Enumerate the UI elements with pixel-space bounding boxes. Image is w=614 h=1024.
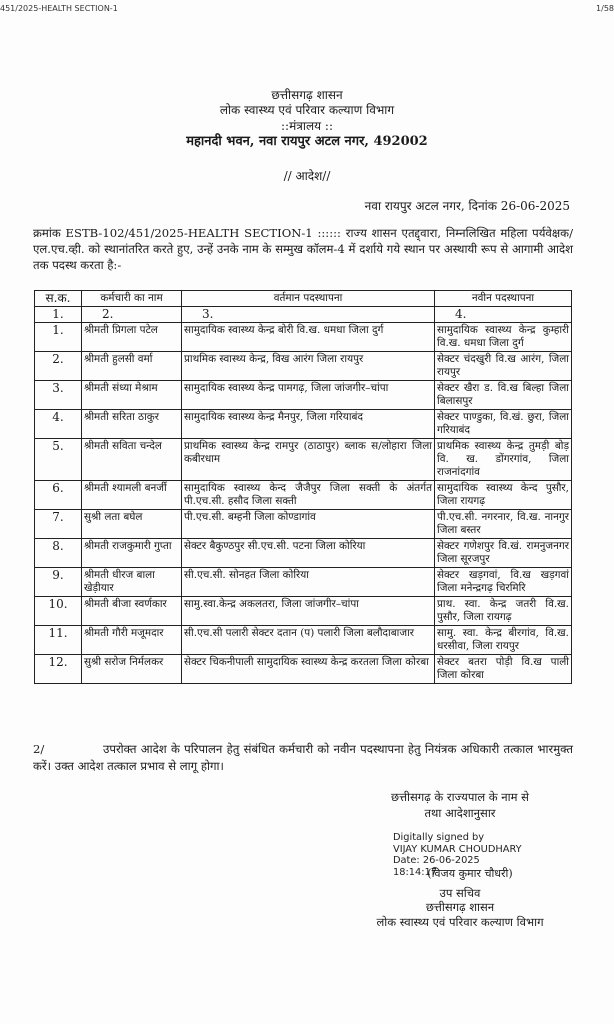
file-label: 451/2025-HEALTH SECTION-1 bbox=[0, 4, 118, 13]
signatory-department: लोक स्वास्थ्य एवं परिवार कल्याण विभाग bbox=[376, 915, 544, 929]
row-serial: 12. bbox=[35, 655, 82, 684]
order-title: // आदेश// bbox=[283, 169, 331, 183]
digital-signature-date: Date: 26-06-2025 bbox=[393, 855, 480, 866]
row-employee-name: श्रीमती धीरज बाला खेड़ीयार bbox=[82, 568, 182, 597]
header-new-posting: नवीन पदस्थापना bbox=[435, 291, 572, 307]
table-column-number-row bbox=[35, 307, 572, 323]
header-ministry: ::मंत्रालय :: bbox=[281, 119, 333, 133]
column-number: 3. bbox=[182, 307, 435, 323]
row-employee-name: श्रीमती सविता चन्देल bbox=[82, 439, 182, 481]
row-employee-name: श्रीमती संध्या मेश्राम bbox=[82, 381, 182, 410]
row-employee-name: श्रीमती राजकुमारी गुप्ता bbox=[82, 539, 182, 568]
signatory-name: (विजय कुमार चौधरी) bbox=[427, 867, 513, 880]
row-serial: 5. bbox=[35, 439, 82, 481]
header-employee-name: कर्मचारी का नाम bbox=[82, 291, 182, 307]
table-row bbox=[35, 352, 572, 381]
row-current-posting: सामुदायिक स्वास्थ्य केन्द्र मैनपुर, जिला गरियाबंद bbox=[182, 410, 435, 439]
digital-signature-label: Digitally signed by bbox=[393, 832, 485, 843]
table-row bbox=[35, 626, 572, 655]
digital-signature-time: 18:14:17 bbox=[393, 866, 437, 878]
signatory-org: छत्तीसगढ़ शासन bbox=[425, 900, 495, 914]
table-row bbox=[35, 655, 572, 684]
row-serial: 3. bbox=[35, 381, 82, 410]
signature-authority-line1: छत्तीसगढ़ के राज्यपाल के नाम से bbox=[391, 790, 529, 804]
column-number: 2. bbox=[82, 307, 182, 323]
paragraph-number: 2/ bbox=[33, 742, 45, 756]
table-row bbox=[35, 539, 572, 568]
row-new-posting: सामु. स्वा. केन्द्र बीरगांव, वि.ख. धरसीवा, जिला रायपुर bbox=[435, 626, 572, 655]
row-employee-name: श्रीमती श्यामली बनर्जी bbox=[82, 481, 182, 510]
row-current-posting: सामु.स्वा.केन्द्र अकलतरा, जिला जांजगीर–चांपा bbox=[182, 597, 435, 626]
row-new-posting: सामुदायिक स्वास्थ्य केन्द पुसौर, जिला रायगढ़ bbox=[435, 481, 572, 510]
row-serial: 8. bbox=[35, 539, 82, 568]
header-address: महानदी भवन, नवा रायपुर अटल नगर, 492002 bbox=[186, 134, 428, 149]
row-serial: 4. bbox=[35, 410, 82, 439]
viewer-top-bar bbox=[0, 0, 614, 18]
intro-paragraph: क्रमांक ESTB-102/451/2025-HEALTH SECTION-1 :::::: राज्य शासन एतद्द्वारा, निम्नलिखित महिला पर्यवेक्षक/एल.एच.व्ही. को स्थानांतरित करते हुए, उन्हें उनके नाम के सम्मुख कॉलम-4 में दर्शाये गये स्थान पर अस्थायी रूप से आगामी आदेश तक पदस्थ करता है:- bbox=[33, 226, 573, 272]
header-serial: स.क. bbox=[35, 291, 82, 307]
table-row bbox=[35, 597, 572, 626]
signatory-designation: उप सचिव bbox=[439, 886, 481, 900]
table-row bbox=[35, 323, 572, 352]
row-employee-name: श्रीमती सरिता ठाकुर bbox=[82, 410, 182, 439]
row-current-posting: प्राथमिक स्वास्थ्य केन्द्र, विख आरंग जिला रायपुर bbox=[182, 352, 435, 381]
row-new-posting: सेक्टर गणेशपुर वि.खं. रामनुजनगर जिला सूरजपुर bbox=[435, 539, 572, 568]
row-new-posting: सेक्टर चंदखुरी वि.ख आरंग, जिला रायपुर bbox=[435, 352, 572, 381]
table-header-row bbox=[35, 291, 572, 307]
row-employee-name: श्रीमती गौरी मजूमदार bbox=[82, 626, 182, 655]
row-new-posting: सेक्टर पाण्डुका, वि.खं. छुरा, जिला गरियाबंद bbox=[435, 410, 572, 439]
table-row bbox=[35, 410, 572, 439]
row-current-posting: सामुदायिक स्वास्थ्य केन्द्र पामगढ़, जिला जांजगीर–चांपा bbox=[182, 381, 435, 410]
table-row bbox=[35, 510, 572, 539]
column-number: 4. bbox=[435, 307, 572, 323]
row-current-posting: सी.एच.सी. सोनहत जिला कोरिया bbox=[182, 568, 435, 597]
row-serial: 2. bbox=[35, 352, 82, 381]
row-new-posting: पी.एच.सी. नगरनार, वि.ख. नानगुर जिला बस्तर bbox=[435, 510, 572, 539]
row-employee-name: सुश्री सरोज निर्मलकर bbox=[82, 655, 182, 684]
dateline: नवा रायपुर अटल नगर, दिनांक 26-06-2025 bbox=[364, 199, 570, 213]
row-serial: 10. bbox=[35, 597, 82, 626]
table-body bbox=[35, 323, 572, 684]
row-serial: 9. bbox=[35, 568, 82, 597]
row-serial: 7. bbox=[35, 510, 82, 539]
row-new-posting: सेक्टर खैरा ड. वि.ख बिल्हा जिला बिलासपुर bbox=[435, 381, 572, 410]
row-employee-name: श्रीमती बीजा स्वर्णकार bbox=[82, 597, 182, 626]
row-serial: 11. bbox=[35, 626, 82, 655]
row-current-posting: सी.एच.सी पलारी सेक्टर दतान (प) पलारी जिला बलौदाबाजार bbox=[182, 626, 435, 655]
row-new-posting: प्राथमिक स्वास्थ्य केन्द्र तुमड़ी बोड़ वि. ख. डोंगरगांव, जिला राजनांदगांव bbox=[435, 439, 572, 481]
header-government: छत्तीसगढ़ शासन bbox=[271, 88, 343, 102]
column-number: 1. bbox=[35, 307, 82, 323]
row-current-posting: सामुदायिक स्वास्थ्य केन्द जैजैपुर जिला सक्ती के अंतर्गत पी.एच.सी. हसौद जिला सक्ती bbox=[182, 481, 435, 510]
row-new-posting: सामुदायिक स्वास्थ्य केन्द्र कुम्हारी वि.ख. धमधा जिला दुर्ग bbox=[435, 323, 572, 352]
signature-authority-line2: तथा आदेशानुसार bbox=[424, 806, 496, 820]
row-new-posting: प्राथ. स्वा. केन्द्र जतरी वि.ख. पुसौर, जिला रायगढ़ bbox=[435, 597, 572, 626]
header-current-posting: वर्तमान पदस्थापना bbox=[182, 291, 435, 307]
row-current-posting: प्राथमिक स्वास्थ्य केन्द्र रामपुर (ठाठापुर) ब्लाक स/लोहारा जिला कबीरधाम bbox=[182, 439, 435, 481]
row-new-posting: सेक्टर खड़गवां, वि.ख खड़गवां जिला मनेन्द्रगढ़ चिरमिरि bbox=[435, 568, 572, 597]
table-row bbox=[35, 439, 572, 481]
row-serial: 1. bbox=[35, 323, 82, 352]
row-current-posting: पी.एच.सी. बम्हनी जिला कोण्डागांव bbox=[182, 510, 435, 539]
table-row bbox=[35, 381, 572, 410]
digital-signature-signer: VIJAY KUMAR CHOUDHARY bbox=[393, 843, 522, 855]
page-indicator: 1/58 bbox=[596, 4, 614, 13]
row-serial: 6. bbox=[35, 481, 82, 510]
row-employee-name: सुश्री लता बघेल bbox=[82, 510, 182, 539]
row-current-posting: सेक्टर चिकनीपाली सामुदायिक स्वास्थ्य केन्द्र करतला जिला कोरबा bbox=[182, 655, 435, 684]
table-row bbox=[35, 568, 572, 597]
paragraph-2-text: उपरोक्त आदेश के परिपालन हेतु संबंधित कर्मचारी को नवीन पदस्थापना हेतु नियंत्रक अधिकारी तत्काल भारमुक्त करें। उक्त आदेश तत्काल प्रभाव से लागू होगा। bbox=[33, 742, 573, 773]
row-current-posting: सेक्टर बैकुण्ठपुर सी.एच.सी. पटना जिला कोरिया bbox=[182, 539, 435, 568]
row-new-posting: सेक्टर बतरा पोड़ी वि.ख पाली जिला कोरबा bbox=[435, 655, 572, 684]
row-employee-name: श्रीमती प्रिगला पटेल bbox=[82, 323, 182, 352]
header-department: लोक स्वास्थ्य एवं परिवार कल्याण विभाग bbox=[219, 103, 395, 117]
row-employee-name: श्रीमती हुलसी वर्मा bbox=[82, 352, 182, 381]
row-current-posting: सामुदायिक स्वास्थ्य केन्द्र बोरी वि.ख. धमधा जिला दुर्ग bbox=[182, 323, 435, 352]
transfer-table bbox=[34, 290, 572, 684]
paragraph-2 bbox=[33, 741, 573, 775]
table-row bbox=[35, 481, 572, 510]
